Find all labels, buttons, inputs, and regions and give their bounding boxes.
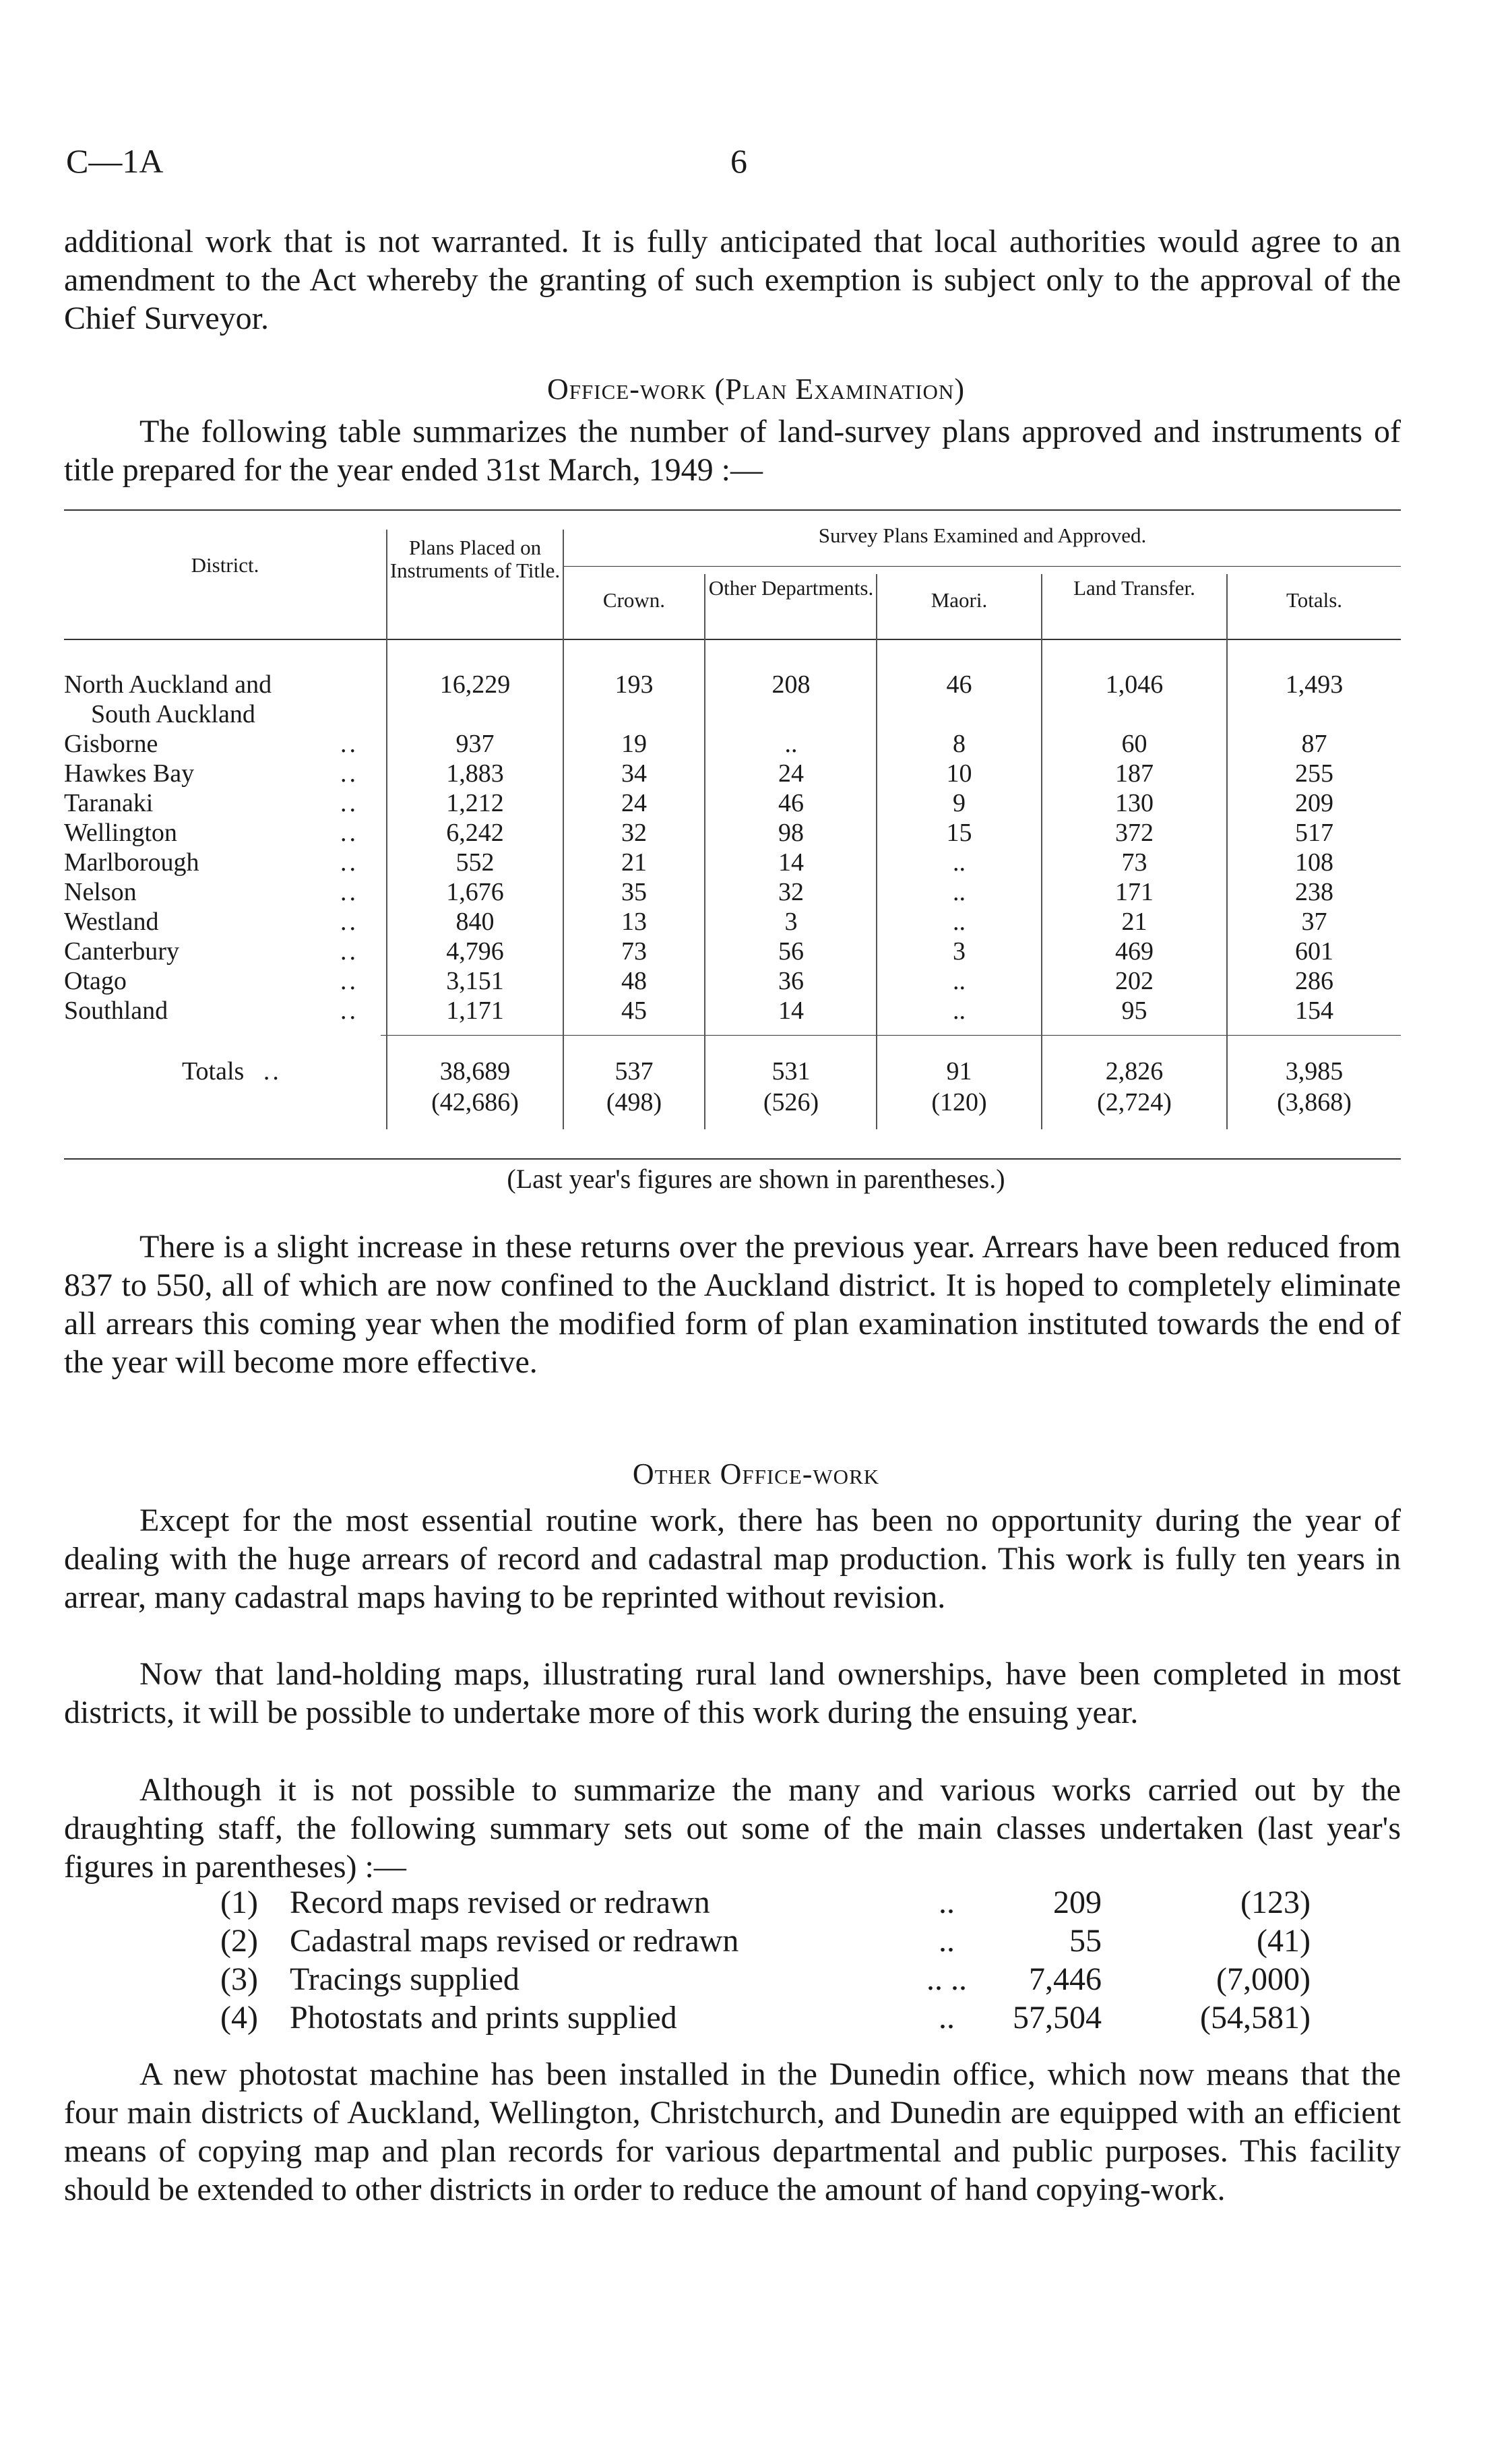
summary-item-label: Cadastral maps revised or redrawn [290, 1923, 739, 1959]
table-cell-other: 98 [778, 819, 804, 847]
table-cell-lt: 130 [1115, 789, 1154, 817]
table-cell-plans: 1,212 [446, 789, 504, 817]
totals-plans: 38,689 [439, 1057, 511, 1085]
summary-item-previous: (123) [1240, 1885, 1311, 1920]
paragraph-table-intro: The following table summarizes the number of land-survey plans approved and instruments of title prepared for the year ended 31st March, 1949 :— [64, 414, 1401, 488]
summary-item-leader: .. .. [926, 1961, 967, 1997]
summary-item-leader: .. [939, 1923, 955, 1959]
table-header-rule [64, 639, 1401, 640]
table-cell-total: 154 [1295, 997, 1333, 1025]
leader-dots: .. [340, 878, 358, 906]
table-cell-total: 87 [1301, 730, 1327, 758]
table-totals-rule [381, 1035, 1401, 1036]
leader-dots: .. [340, 819, 358, 847]
summary-item-number: (2) [220, 1923, 258, 1959]
table-cell-plans: 552 [455, 848, 495, 877]
header-land-transfer: Land Transfer. [1073, 576, 1195, 600]
table-cell-lt: 187 [1115, 759, 1154, 788]
summary-item-label: Photostats and prints supplied [290, 2000, 677, 2036]
table-cell-other: 32 [778, 878, 804, 906]
table-cell-crown: 13 [621, 908, 647, 936]
paragraph-intro: additional work that is not warranted. It is fully anticipated that local authorities would agree to an amendment to the Act whereby the granting of such exemption is subject only to the approval of the Chief Surveyor. [64, 224, 1401, 336]
table-cell-maori: .. [953, 997, 966, 1025]
summary-item-number: (4) [220, 2000, 258, 2036]
table-row-district-continued: South Auckland [91, 700, 255, 728]
table-cell-crown: 45 [621, 997, 647, 1025]
table-cell-crown: 32 [621, 819, 647, 847]
plans-table [64, 509, 1401, 1160]
table-vrule [704, 574, 705, 1129]
totals-land-transfer: 2,826 [1105, 1057, 1164, 1085]
summary-item-previous: (41) [1257, 1923, 1311, 1959]
table-cell-other: 46 [778, 789, 804, 817]
table-cell-total: 108 [1295, 848, 1333, 877]
leader-dots: .. [340, 789, 358, 817]
table-cell-other: 14 [778, 997, 804, 1025]
table-cell-crown: 19 [621, 730, 647, 758]
summary-item-value: 55 [1069, 1923, 1102, 1959]
table-row-district: Southland [64, 997, 168, 1025]
totals-grand: 3,985 [1285, 1057, 1344, 1085]
table-cell-maori: 3 [953, 937, 966, 966]
table-row-district: Nelson [64, 878, 137, 906]
table-cell-total: 238 [1295, 878, 1333, 906]
table-cell-other: 208 [771, 670, 811, 699]
totals-other: 531 [771, 1057, 811, 1085]
table-cell-other: 24 [778, 759, 804, 788]
header-plans-placed: Plans Placed on Instruments of Title. [389, 536, 561, 582]
table-cell-lt: 73 [1121, 848, 1147, 877]
table-cell-other: 14 [778, 848, 804, 877]
paragraph-although: Although it is not possible to summarize the many and various works carried out by the draughting staff, the following summary sets out some of the main classes undertaken (last year's figures in parentheses) :— [64, 1772, 1401, 1885]
header-crown: Crown. [602, 588, 666, 612]
table-cell-crown: 35 [621, 878, 647, 906]
totals-other-prev: (526) [763, 1088, 819, 1116]
leader-dots: .. [340, 730, 358, 758]
table-cell-total: 517 [1295, 819, 1333, 847]
table-bottom-rule [64, 1158, 1401, 1160]
table-cell-total: 37 [1301, 908, 1327, 936]
table-row-district: Marlborough [64, 848, 199, 877]
table-cell-lt: 1,046 [1105, 670, 1164, 699]
summary-item-number: (1) [220, 1885, 258, 1920]
totals-maori: 91 [946, 1057, 972, 1085]
summary-item-value: 7,446 [1029, 1961, 1102, 1997]
heading-other-office-work: Other Office-work [632, 1457, 880, 1490]
table-cell-crown: 21 [621, 848, 647, 877]
paragraph-except: Except for the most essential routine work, there has been no opportunity during the year of dealing with the huge arrears of record and cadastral map production. This work is fully ten years in arrear, many cadastral maps having to be reprinted without revision. [64, 1503, 1401, 1615]
page-number: 6 [730, 142, 747, 180]
summary-item-value: 209 [1053, 1885, 1102, 1920]
leader-dots: .. [340, 848, 358, 877]
header-survey-plans: Survey Plans Examined and Approved. [818, 524, 1147, 547]
table-cell-plans: 1,676 [446, 878, 504, 906]
totals-plans-prev: (42,686) [431, 1088, 519, 1116]
header-maori: Maori. [931, 588, 988, 612]
table-cell-lt: 21 [1121, 908, 1147, 936]
table-cell-total: 601 [1295, 937, 1333, 966]
table-cell-crown: 73 [621, 937, 647, 966]
document-code: C—1A [66, 142, 164, 180]
table-row-district: Gisborne [64, 730, 158, 758]
table-cell-maori: .. [953, 878, 966, 906]
table-cell-plans: 16,229 [439, 670, 511, 699]
table-cell-total: 1,493 [1285, 670, 1344, 699]
table-row-district: Wellington [64, 819, 177, 847]
table-cell-crown: 24 [621, 789, 647, 817]
summary-item-leader: .. [939, 2000, 955, 2036]
leader-dots: .. [340, 908, 358, 936]
table-cell-lt: 372 [1115, 819, 1154, 847]
summary-item-previous: (54,581) [1200, 2000, 1311, 2036]
table-cell-plans: 1,883 [446, 759, 504, 788]
table-cell-total: 286 [1295, 967, 1333, 995]
table-row-district: Westland [64, 908, 159, 936]
table-cell-other: .. [784, 730, 798, 758]
table-cell-maori: 46 [946, 670, 972, 699]
table-cell-maori: 9 [953, 789, 966, 817]
table-cell-lt: 171 [1115, 878, 1154, 906]
table-cell-other: 36 [778, 967, 804, 995]
table-row-district: Otago [64, 967, 127, 995]
table-row-district: Canterbury [64, 937, 179, 966]
table-row-district: Hawkes Bay [64, 759, 195, 788]
paragraph-now: Now that land-holding maps, illustrating rural land ownerships, have been completed in most districts, it will be possible to undertake more of this work during the ensuing year. [64, 1656, 1401, 1730]
paragraph-increase: There is a slight increase in these returns over the previous year. Arrears have been reduced from 837 to 550, all of which are now confined to the Auckland district. It is hoped to completely eliminate all arrears this coming year when the modified form of plan examination instituted towards the end of the year will become more effective. [64, 1229, 1401, 1380]
table-cell-maori: .. [953, 908, 966, 936]
table-cell-plans: 3,151 [446, 967, 504, 995]
table-cell-crown: 193 [615, 670, 654, 699]
header-district: District. [191, 553, 259, 577]
table-cell-maori: 15 [946, 819, 972, 847]
summary-item-label: Tracings supplied [290, 1961, 519, 1997]
table-cell-maori: 10 [946, 759, 972, 788]
leader-dots: .. [340, 937, 358, 966]
totals-crown-prev: (498) [606, 1088, 662, 1116]
totals-land-transfer-prev: (2,724) [1097, 1088, 1172, 1116]
summary-item-label: Record maps revised or redrawn [290, 1885, 710, 1920]
summary-item-number: (3) [220, 1961, 258, 1997]
table-cell-maori: 8 [953, 730, 966, 758]
table-cell-lt: 95 [1121, 997, 1147, 1025]
leader-dots: .. [340, 967, 358, 995]
table-cell-crown: 48 [621, 967, 647, 995]
leader-dots: .. [340, 759, 358, 788]
header-other-departments: Other Departments. [708, 576, 874, 600]
table-cell-lt: 469 [1115, 937, 1154, 966]
summary-item-value: 57,504 [1013, 2000, 1102, 2036]
table-top-rule [64, 509, 1401, 511]
table-cell-other: 56 [778, 937, 804, 966]
table-row-district: Taranaki [64, 789, 154, 817]
paragraph-photostat: A new photostat machine has been installed in the Dunedin office, which now means that the four main districts of Auckland, Wellington, Christchurch, and Dunedin are equipped with an efficient means of copying map and plan records for various departmental and public purposes. This facility should be extended to other districts in order to reduce the amount of hand copying-work. [64, 2056, 1401, 2207]
table-vrule [386, 530, 387, 1129]
summary-item-leader: .. [939, 1885, 955, 1920]
table-cell-plans: 4,796 [446, 937, 504, 966]
totals-grand-prev: (3,868) [1277, 1088, 1352, 1116]
totals-label: Totals .. [182, 1057, 282, 1085]
summary-item-previous: (7,000) [1216, 1961, 1311, 1997]
table-group-rule [563, 566, 1401, 567]
table-cell-plans: 937 [455, 730, 495, 758]
table-cell-total: 255 [1295, 759, 1333, 788]
table-cell-maori: .. [953, 848, 966, 877]
table-cell-lt: 60 [1121, 730, 1147, 758]
header-totals: Totals. [1286, 588, 1343, 612]
table-cell-plans: 6,242 [446, 819, 504, 847]
table-cell-total: 209 [1295, 789, 1333, 817]
table-cell-other: 3 [784, 908, 798, 936]
table-caption: (Last year's figures are shown in parentheses.) [507, 1164, 1005, 1194]
leader-dots: .. [340, 997, 358, 1025]
table-cell-maori: .. [953, 967, 966, 995]
totals-maori-prev: (120) [931, 1088, 987, 1116]
heading-office-work: Office-work (Plan Examination) [547, 373, 965, 406]
table-cell-plans: 840 [455, 908, 495, 936]
table-cell-crown: 34 [621, 759, 647, 788]
totals-crown: 537 [615, 1057, 654, 1085]
table-cell-lt: 202 [1115, 967, 1154, 995]
table-row-district: North Auckland and [64, 670, 272, 699]
table-cell-plans: 1,171 [446, 997, 504, 1025]
